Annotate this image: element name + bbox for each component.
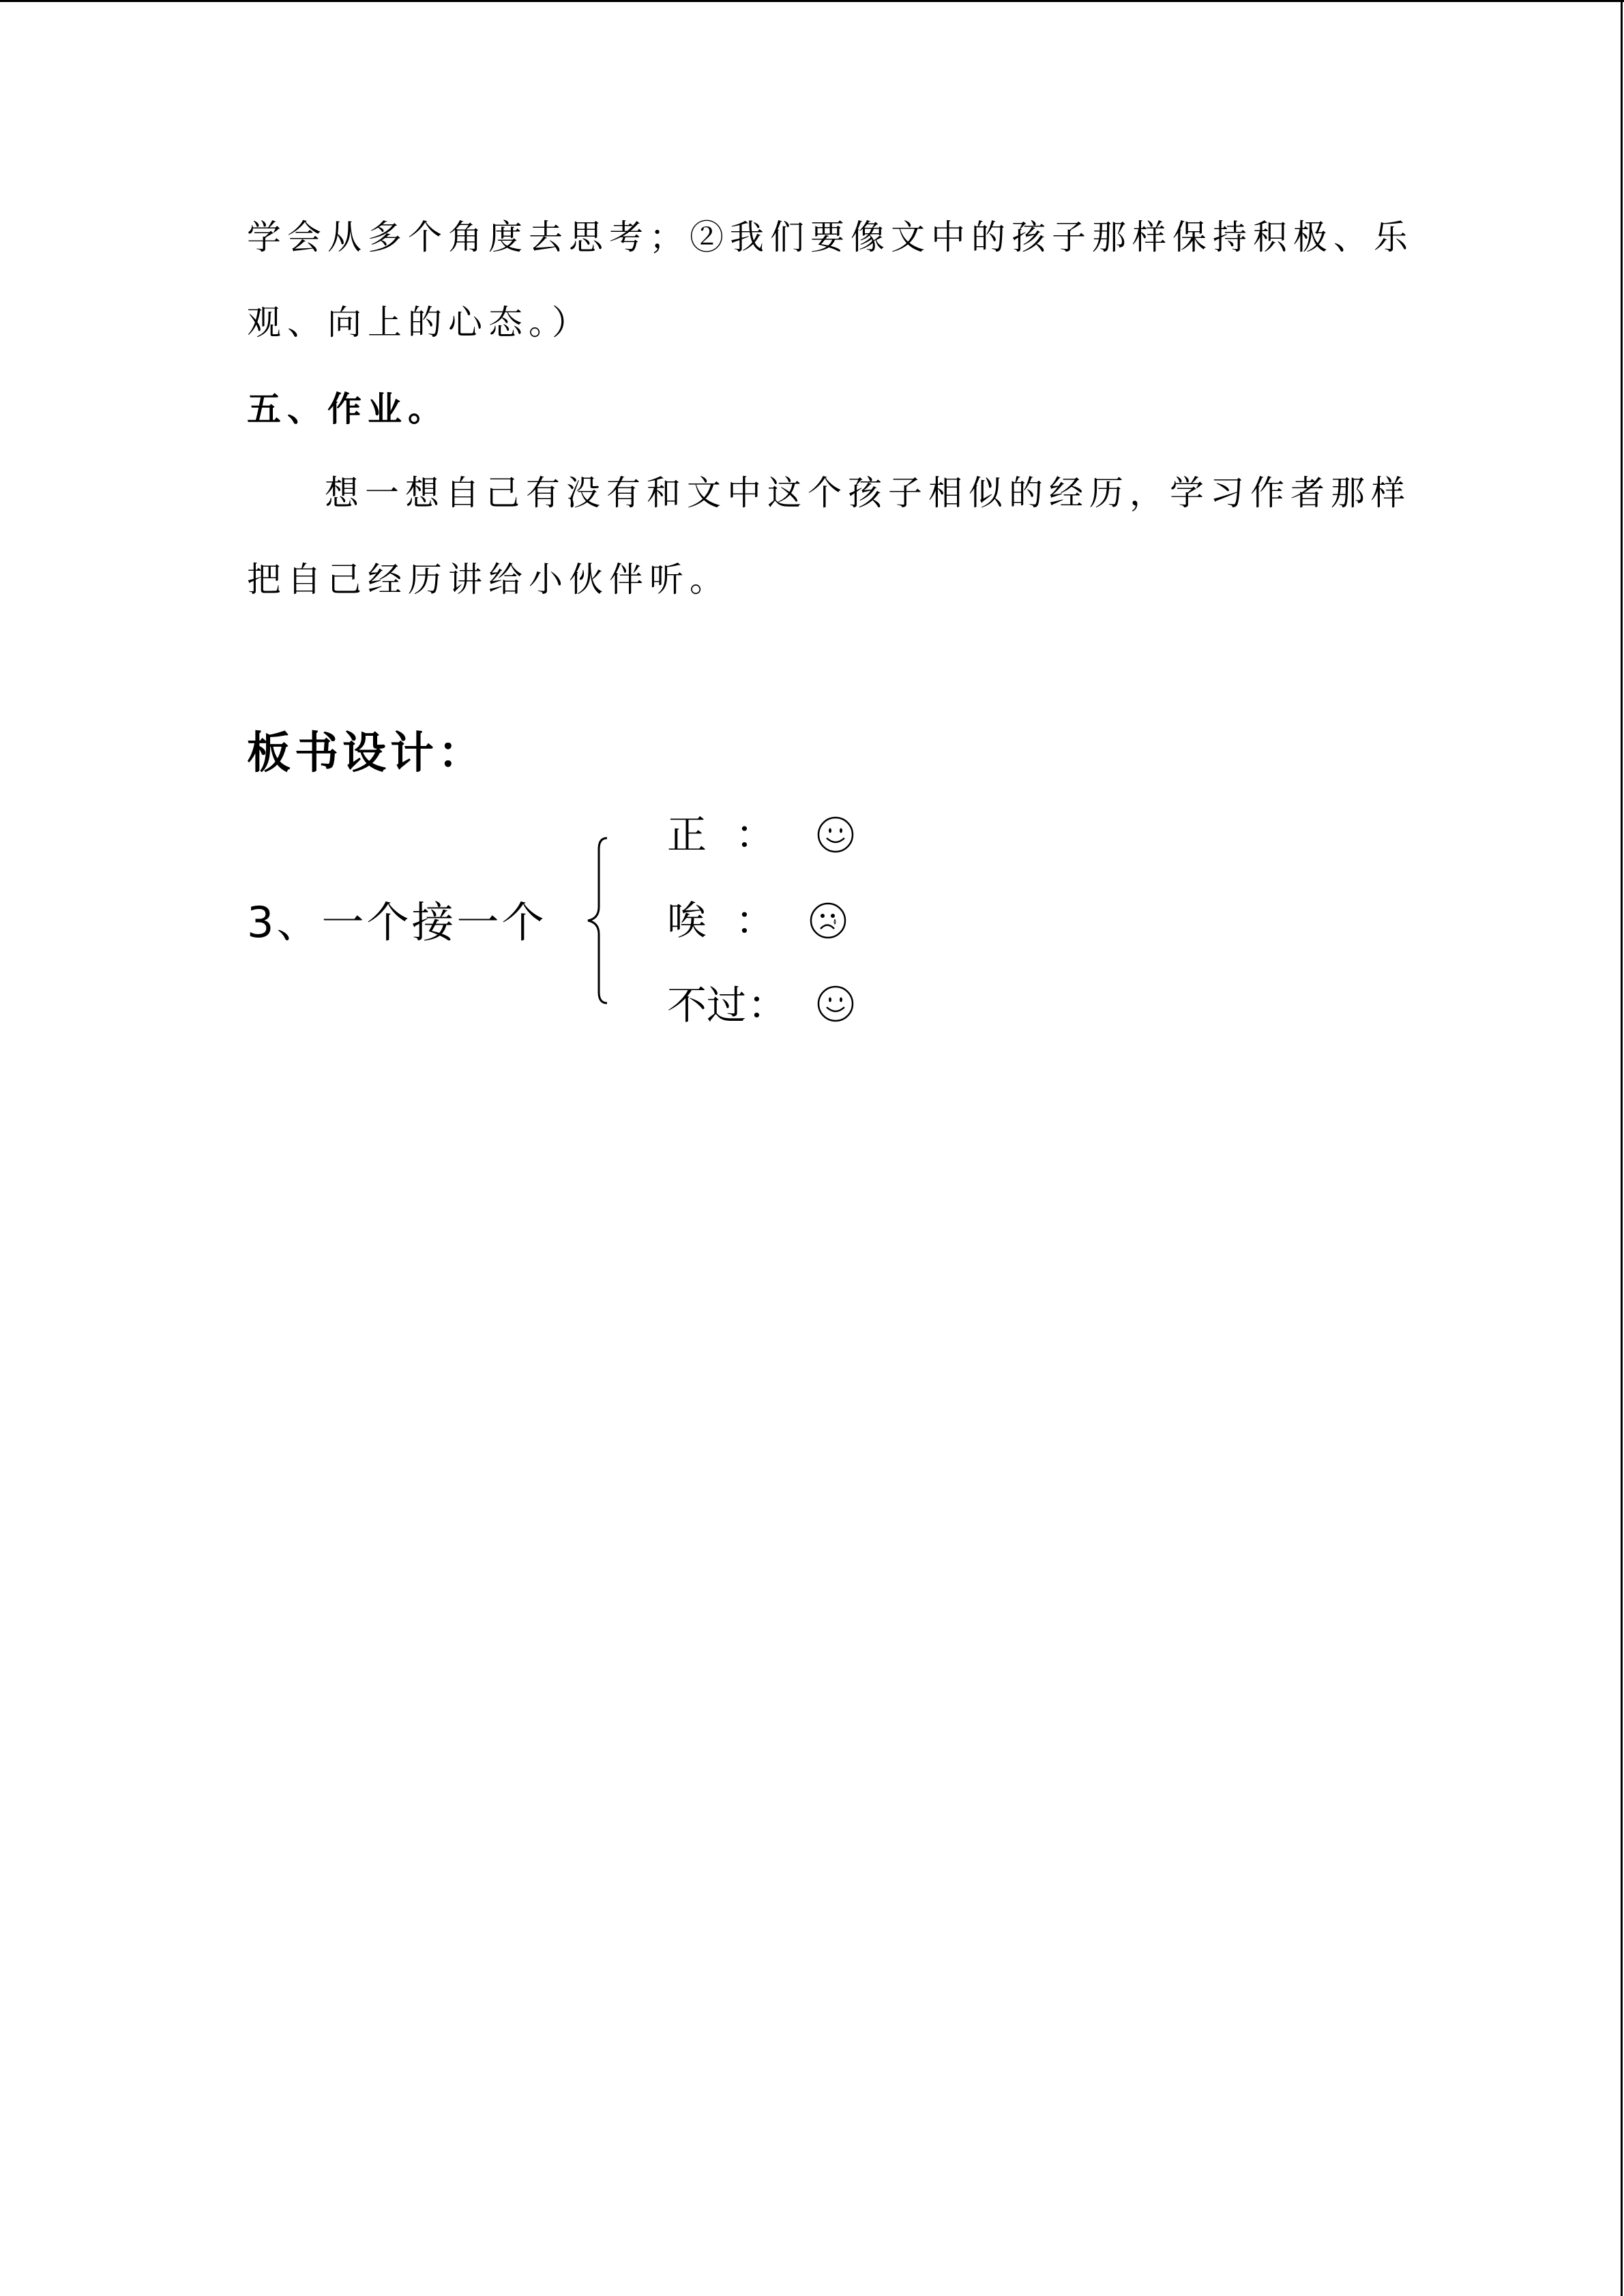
page-border-right (1621, 0, 1623, 2296)
board-topic-text: 一个接一个 (321, 897, 547, 947)
board-item-colon: ： (748, 982, 788, 1028)
board-design-title: 板书设计： (247, 728, 486, 779)
board-item-buguo (667, 982, 788, 1028)
board-item-ai (667, 897, 776, 944)
smiley-icon (816, 985, 855, 1023)
board-item-label: 不过 (667, 982, 747, 1028)
section-heading-homework: 五、作业。 (247, 389, 448, 429)
board-topic-number: 3、 (247, 897, 322, 947)
board-topic (247, 899, 546, 946)
paragraph-line-2: 观、向上的心态。） (247, 303, 592, 342)
frowny-icon (809, 901, 847, 940)
homework-line-1: 想一想自己有没有和文中这个孩子相似的经历，学习作者那样 (325, 473, 1411, 513)
homework-line-2: 把自己经历讲给小伙伴听。 (247, 560, 730, 599)
board-item-colon: ： (735, 811, 776, 858)
page-border-top (0, 0, 1624, 2)
curly-brace-icon (580, 835, 621, 1006)
paragraph-line-1: 学会从多个角度去思考；②我们要像文中的孩子那样保持积极、乐 (247, 218, 1414, 257)
board-item-colon: ： (735, 897, 776, 944)
board-item-label: 正 (667, 811, 707, 858)
smiley-icon (816, 816, 855, 854)
board-item-label: 唉 (667, 897, 707, 944)
board-item-zheng (667, 811, 776, 858)
